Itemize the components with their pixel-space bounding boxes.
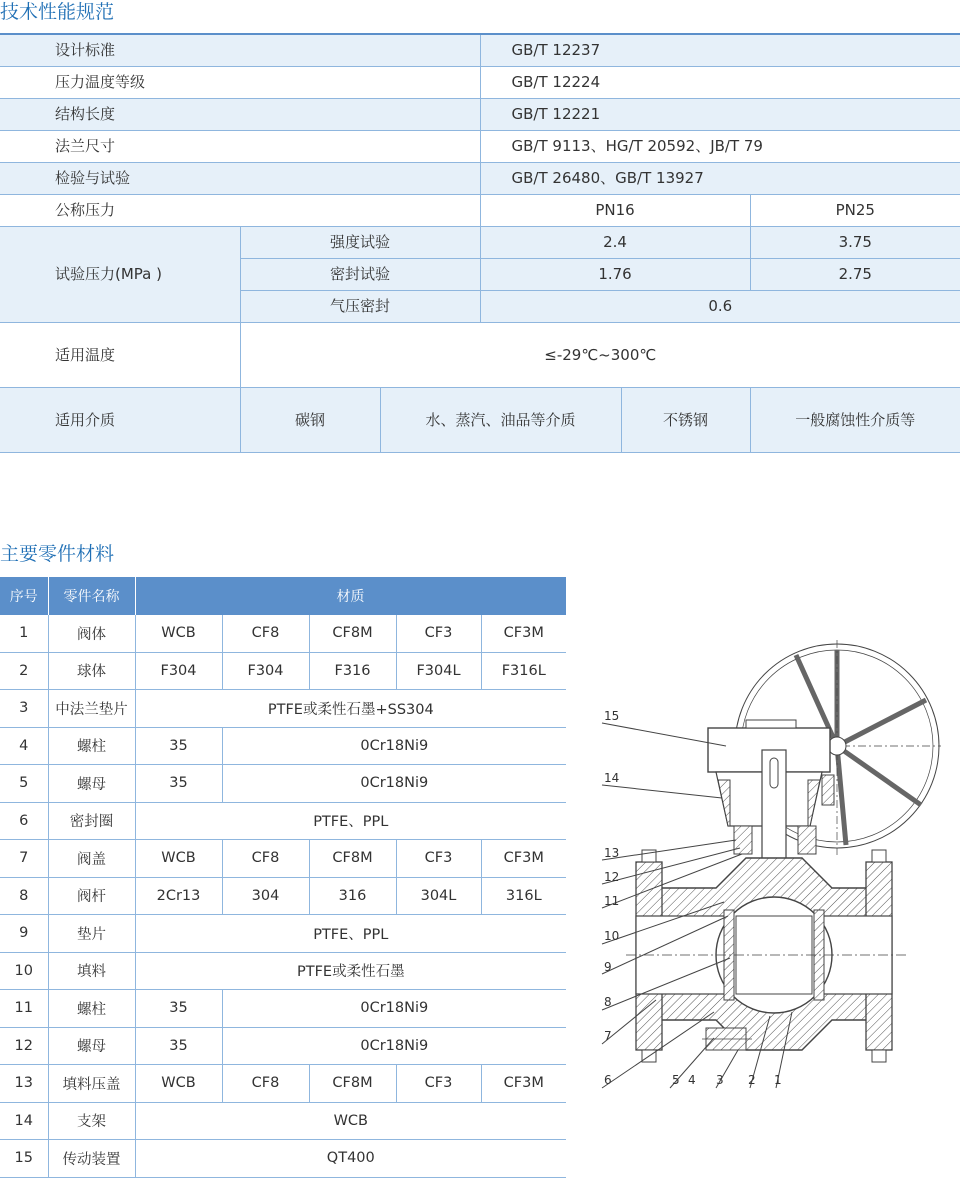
table-row xyxy=(0,1027,566,1065)
table-row xyxy=(0,1140,566,1178)
material-cell: 304 xyxy=(222,877,309,915)
seal-pn16: 1.76 xyxy=(480,259,750,291)
material-cell: CF3 xyxy=(396,1065,481,1103)
strength-pn16: 2.4 xyxy=(480,227,750,259)
row-number: 8 xyxy=(0,877,48,915)
row-number: 11 xyxy=(0,990,48,1028)
material-cell: WCB xyxy=(135,1102,566,1140)
material-cell: 35 xyxy=(135,727,222,765)
material-cell: 2Cr13 xyxy=(135,877,222,915)
part-label-14: 14 xyxy=(604,771,620,785)
material-cell: QT400 xyxy=(135,1140,566,1178)
spec-label: 结构长度 xyxy=(0,99,480,131)
spec-label: 检验与试验 xyxy=(0,163,480,195)
material-cell: PTFE或柔性石墨+SS304 xyxy=(135,690,566,728)
nominal-pressure-label: 公称压力 xyxy=(0,195,480,227)
part-name: 螺母 xyxy=(48,765,135,803)
part-name: 阀盖 xyxy=(48,840,135,878)
row-number: 1 xyxy=(0,615,48,652)
materials-body xyxy=(0,615,566,1177)
table-row xyxy=(0,877,566,915)
table-row xyxy=(0,952,566,990)
material-cell: CF3 xyxy=(396,840,481,878)
nominal-pressure-row xyxy=(0,195,960,227)
material-cell: WCB xyxy=(135,840,222,878)
table-row xyxy=(0,690,566,728)
header-no: 序号 xyxy=(0,577,48,615)
air-seal-label: 气压密封 xyxy=(240,291,480,323)
material-cell: PTFE、PPL xyxy=(135,915,566,953)
spec-row xyxy=(0,99,960,131)
material-cell: PTFE或柔性石墨 xyxy=(135,952,566,990)
material-cell: F304 xyxy=(222,652,309,690)
part-label-5: 5 xyxy=(672,1073,680,1087)
row-number: 7 xyxy=(0,840,48,878)
part-label-4: 4 xyxy=(688,1073,696,1087)
pn25-header: PN25 xyxy=(750,195,960,227)
medium-carbon-steel: 碳钢 xyxy=(240,388,380,453)
spec-row xyxy=(0,163,960,195)
part-name: 球体 xyxy=(48,652,135,690)
row-number: 5 xyxy=(0,765,48,803)
material-cell: 35 xyxy=(135,990,222,1028)
spec-label: 法兰尺寸 xyxy=(0,131,480,163)
ball-valve-drawing xyxy=(596,640,956,1100)
row-number: 6 xyxy=(0,802,48,840)
pn16-header: PN16 xyxy=(480,195,750,227)
row-number: 12 xyxy=(0,1027,48,1065)
material-cell: 0Cr18Ni9 xyxy=(222,765,566,803)
row-number: 15 xyxy=(0,1140,48,1178)
material-cell: 304L xyxy=(396,877,481,915)
row-number: 4 xyxy=(0,727,48,765)
medium-carbon-media: 水、蒸汽、油品等介质 xyxy=(380,388,621,453)
table-row xyxy=(0,1102,566,1140)
material-cell: 35 xyxy=(135,765,222,803)
part-name: 密封圈 xyxy=(48,802,135,840)
test-pressure-label: 试验压力(MPa ) xyxy=(0,227,240,323)
table-row xyxy=(0,802,566,840)
spec-value: GB/T 9113、HG/T 20592、JB/T 79 xyxy=(480,131,960,163)
material-cell: CF8 xyxy=(222,840,309,878)
part-label-1: 1 xyxy=(774,1073,782,1087)
spec-value: GB/T 26480、GB/T 13927 xyxy=(480,163,960,195)
row-number: 9 xyxy=(0,915,48,953)
part-name: 垫片 xyxy=(48,915,135,953)
row-number: 13 xyxy=(0,1065,48,1103)
temperature-label: 适用温度 xyxy=(0,323,240,388)
part-name: 阀体 xyxy=(48,615,135,652)
part-label-6: 6 xyxy=(604,1073,612,1087)
material-cell: WCB xyxy=(135,615,222,652)
material-cell: 35 xyxy=(135,1027,222,1065)
medium-stainless-steel: 不锈钢 xyxy=(621,388,750,453)
part-name: 阀杆 xyxy=(48,877,135,915)
spec-row xyxy=(0,67,960,99)
header-material: 材质 xyxy=(135,577,566,615)
material-cell: CF8 xyxy=(222,1065,309,1103)
spec-value: GB/T 12221 xyxy=(480,99,960,131)
medium-stainless-media: 一般腐蚀性介质等 xyxy=(750,388,960,453)
seal-test-label: 密封试验 xyxy=(240,259,480,291)
part-label-3: 3 xyxy=(716,1073,724,1087)
part-label-2: 2 xyxy=(748,1073,756,1087)
part-label-8: 8 xyxy=(604,995,612,1009)
temperature-value: ≤-29℃~300℃ xyxy=(240,323,960,388)
material-cell: F316 xyxy=(309,652,396,690)
material-cell: CF3M xyxy=(481,615,566,652)
table-row xyxy=(0,727,566,765)
strength-test-label: 强度试验 xyxy=(240,227,480,259)
material-cell: CF8M xyxy=(309,1065,396,1103)
row-number: 14 xyxy=(0,1102,48,1140)
part-name: 填料压盖 xyxy=(48,1065,135,1103)
part-label-15: 15 xyxy=(604,709,620,723)
material-cell: 0Cr18Ni9 xyxy=(222,727,566,765)
spec-row xyxy=(0,131,960,163)
row-number: 3 xyxy=(0,690,48,728)
material-cell: F316L xyxy=(481,652,566,690)
table-row xyxy=(0,1065,566,1103)
material-cell: CF3M xyxy=(481,840,566,878)
spec-value: GB/T 12224 xyxy=(480,67,960,99)
material-cell: 0Cr18Ni9 xyxy=(222,1027,566,1065)
header-part-name: 零件名称 xyxy=(48,577,135,615)
materials-table xyxy=(0,577,567,1178)
material-cell: CF3 xyxy=(396,615,481,652)
part-name: 螺柱 xyxy=(48,727,135,765)
air-seal-value: 0.6 xyxy=(480,291,960,323)
spec-title: 技术性能规范 xyxy=(0,1,115,23)
strength-test-row xyxy=(0,227,960,259)
part-label-12: 12 xyxy=(604,870,620,884)
materials-header-row xyxy=(0,577,566,615)
part-name: 中法兰垫片 xyxy=(48,690,135,728)
row-number: 10 xyxy=(0,952,48,990)
material-cell: 316L xyxy=(481,877,566,915)
spec-row xyxy=(0,34,960,67)
part-name: 支架 xyxy=(48,1102,135,1140)
material-cell: WCB xyxy=(135,1065,222,1103)
part-name: 螺母 xyxy=(48,1027,135,1065)
part-name: 填料 xyxy=(48,952,135,990)
material-cell: CF8M xyxy=(309,840,396,878)
material-cell: F304 xyxy=(135,652,222,690)
material-cell: F304L xyxy=(396,652,481,690)
table-row xyxy=(0,990,566,1028)
part-name: 传动装置 xyxy=(48,1140,135,1178)
spec-label: 压力温度等级 xyxy=(0,67,480,99)
medium-row xyxy=(0,388,960,453)
material-cell: 0Cr18Ni9 xyxy=(222,990,566,1028)
row-number: 2 xyxy=(0,652,48,690)
material-cell: CF3M xyxy=(481,1065,566,1103)
table-row xyxy=(0,765,566,803)
part-label-10: 10 xyxy=(604,929,620,943)
strength-pn25: 3.75 xyxy=(750,227,960,259)
table-row xyxy=(0,915,566,953)
medium-label: 适用介质 xyxy=(0,388,240,453)
part-label-13: 13 xyxy=(604,846,620,860)
part-name: 螺柱 xyxy=(48,990,135,1028)
table-row xyxy=(0,652,566,690)
spec-label: 设计标准 xyxy=(0,34,480,67)
material-cell: CF8M xyxy=(309,615,396,652)
part-label-9: 9 xyxy=(604,960,612,974)
table-row xyxy=(0,840,566,878)
material-cell: PTFE、PPL xyxy=(135,802,566,840)
temperature-row xyxy=(0,323,960,388)
spec-value: GB/T 12237 xyxy=(480,34,960,67)
table-row xyxy=(0,615,566,652)
material-cell: CF8 xyxy=(222,615,309,652)
part-label-11: 11 xyxy=(604,894,620,908)
seal-pn25: 2.75 xyxy=(750,259,960,291)
part-label-7: 7 xyxy=(604,1029,612,1043)
material-cell: 316 xyxy=(309,877,396,915)
spec-table xyxy=(0,33,960,453)
materials-title: 主要零件材料 xyxy=(0,543,115,565)
